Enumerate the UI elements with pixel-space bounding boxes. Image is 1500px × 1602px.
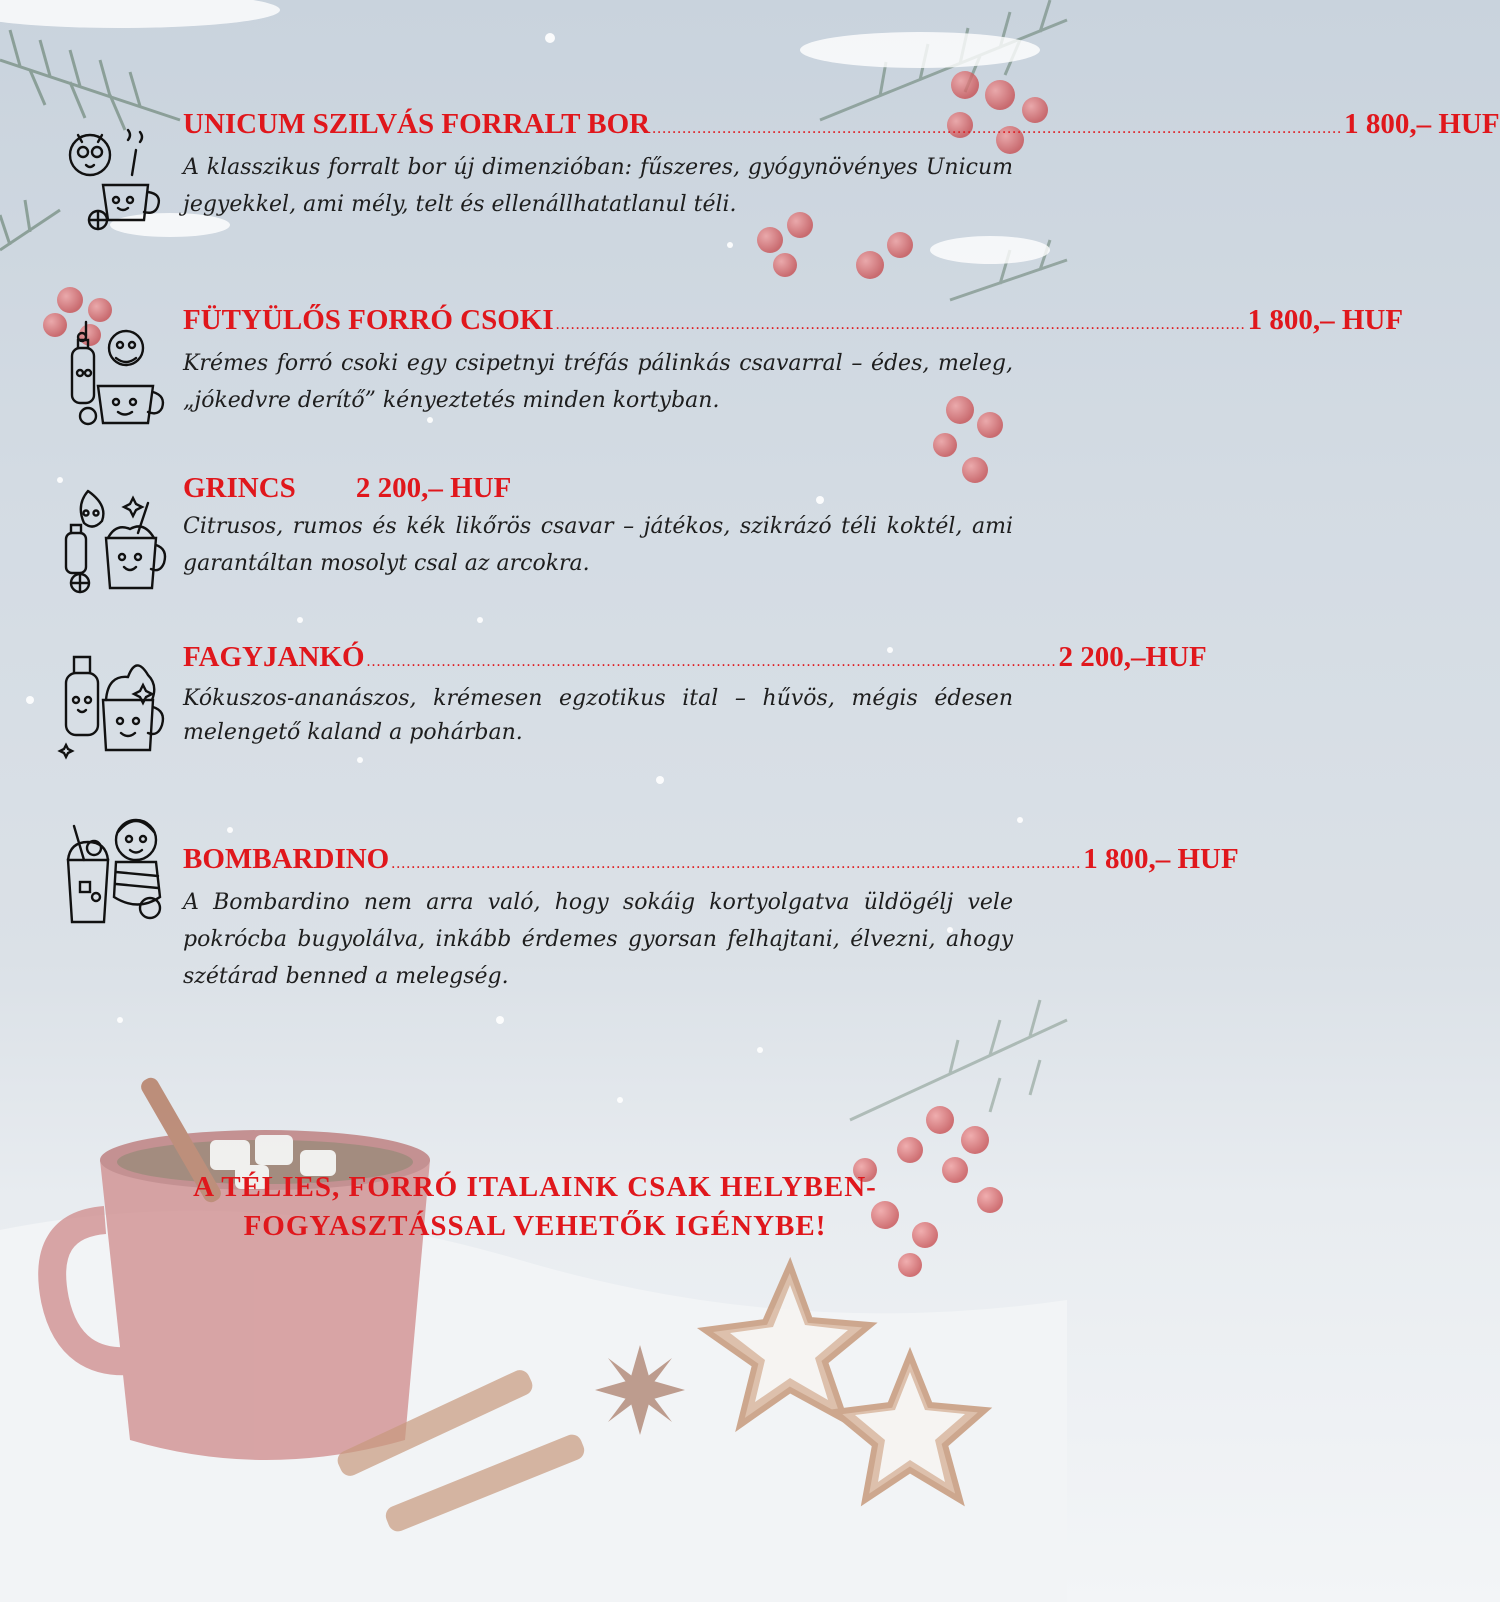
menu-item-futyulos — [183, 302, 1404, 419]
menu-item-title-line — [183, 302, 1404, 343]
menu-item-description: Citrusos, rumos és kék likőrös csavar – játékos, szikrázó téli koktél, ami garantáltan mosolyt csal az arcokra. — [183, 514, 1013, 576]
leader-dots: .......................................................................................................................................... — [391, 855, 1082, 872]
leader-dots: .......................................................................................................................................... — [652, 120, 1343, 137]
menu-item-bombardino — [183, 841, 1239, 995]
menu-item-title-line — [183, 470, 1013, 506]
hot-chocolate-character-icon — [58, 318, 168, 428]
dine-in-notice — [140, 1168, 930, 1246]
menu-item-description: A Bombardino nem arra való, hogy sokáig kortyolgatva üldögélj vele pokrócba bugyolálva, inkább érdemes gyorsan felhajtani, élvezni, ahogy szétárad benned a melegség. — [183, 890, 1013, 989]
menu-item-description: Kókuszos-ananászos, krémesen egzotikus ital – hűvös, mégis édesen melengető kaland a pohárban. — [183, 686, 1013, 745]
notice-line-2: FOGYASZTÁSSAL VEHETŐK IGÉNYBE! — [243, 1210, 827, 1242]
grincs-cocktail-icon — [58, 483, 168, 593]
menu-item-title-line — [183, 106, 1500, 147]
menu-item-description: A klasszikus forralt bor új dimenzióban: fűszeres, gyógynövényes Unicum jegyekkel, ami mély, telt és ellenállhatatlanul téli. — [183, 155, 1013, 217]
menu-item-price: 1 800,– HUF — [1083, 843, 1239, 875]
leader-dots: .......................................................................................................................................... — [555, 316, 1246, 333]
menu-item-price: 1 800,– HUF — [1247, 304, 1404, 336]
menu-item-price: 1 800,– HUF — [1344, 108, 1500, 140]
menu-item-price: 2 200,– HUF — [355, 472, 512, 504]
fagyjanko-drink-icon — [58, 645, 168, 755]
bombardino-drink-icon — [58, 812, 168, 922]
menu-item-title-line — [183, 841, 1239, 882]
menu-item-unicum — [183, 106, 1500, 223]
menu-item-name: FAGYJANKÓ — [183, 641, 365, 673]
menu-item-description: Krémes forró csoki egy csipetnyi tréfás pálinkás csavarral – édes, meleg, „jókedvre derítő” kényeztetés minden kortyban. — [183, 351, 1013, 413]
menu-item-fagyjanko — [183, 639, 1207, 750]
menu-item-price: 2 200,–HUF — [1058, 641, 1207, 673]
notice-line-1: A TÉLIES, FORRÓ ITALAINK CSAK HELYBEN- — [193, 1171, 877, 1203]
menu-item-title-line — [183, 639, 1207, 680]
menu-item-name: UNICUM SZILVÁS FORRALT BOR — [183, 108, 651, 140]
mulled-wine-character-icon — [58, 120, 168, 230]
leader-dots: .......................................................................................................................................... — [366, 653, 1057, 670]
menu-item-name: GRINCS — [183, 472, 296, 504]
menu-item-name: FÜTYÜLŐS FORRÓ CSOKI — [183, 304, 554, 336]
menu-item-grincs — [183, 470, 1013, 582]
menu-item-name: BOMBARDINO — [183, 843, 390, 875]
